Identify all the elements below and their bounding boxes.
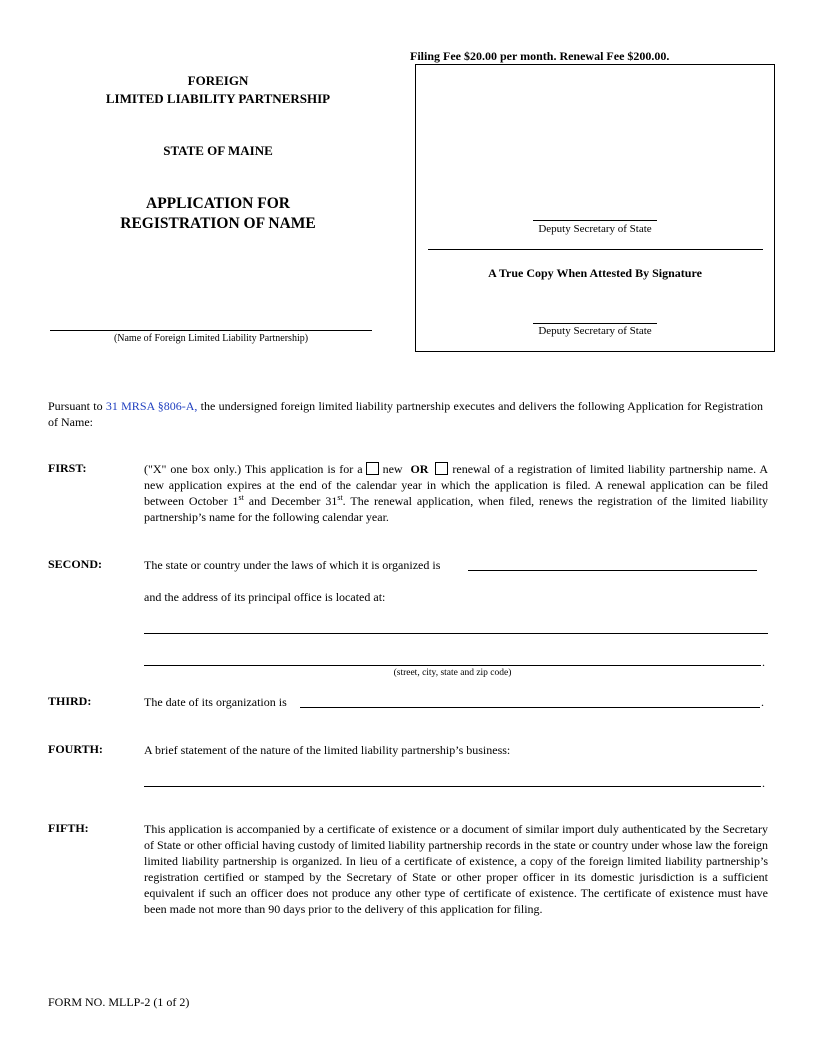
third-label: THIRD:	[48, 694, 92, 708]
form-title-line-1: APPLICATION FOR	[146, 195, 290, 212]
deputy-label-1: Deputy Secretary of State	[538, 223, 652, 235]
form-title-line-2: REGISTRATION OF NAME	[120, 215, 316, 232]
third-text: The date of its organization is	[144, 695, 287, 709]
second-label: SECOND:	[48, 557, 103, 571]
deputy-signature-line-1[interactable]	[533, 220, 657, 221]
header-line-foreign: FOREIGN	[187, 73, 249, 88]
intro-post: the undersigned foreign limited liability partnership executes and delivers the following Application for Registration of Name:	[48, 399, 763, 429]
state-name: STATE OF MAINE	[163, 143, 273, 158]
first-text-b: renewal of a registration of limited liability partnership name. A new application expires at the end of the calendar year in which the application is filed. A renewal application can be filed between October 1	[144, 462, 769, 508]
new-label: new	[382, 462, 403, 476]
sup-st-2: st	[337, 493, 343, 502]
or-label: OR	[410, 462, 429, 476]
date-of-organization-field[interactable]	[300, 707, 760, 708]
intro-pre: Pursuant to	[48, 399, 106, 413]
renewal-checkbox[interactable]	[435, 462, 448, 475]
fourth-text: A brief statement of the nature of the limited liability partnership’s business:	[144, 743, 511, 757]
fourth-label: FOURTH:	[48, 742, 103, 756]
first-text-a: ("X" one box only.) This application is for a	[144, 462, 363, 476]
fifth-paragraph: This application is accompanied by a certificate of existence or a document of similar import duly authenticated by the Secretary of State or other official having custody of limited liability partnership records in the state or country under whose law the foreign limited liability partnership is organized. In lieu of a certificate of existence, a copy of the foreign limited liability partnership’s registration certified or stamped by the Secretary of State or other proper officer in its domestic jurisdiction is a sufficient equivalent if such an officer does not produce any other type of certificate of existence. The certificate of existence must have been made not more than 90 days prior to the delivery of this application for filing.	[144, 822, 768, 916]
second-address-text: and the address of its principal office is located at:	[144, 590, 386, 604]
statute-link[interactable]: 31 MRSA §806-A,	[105, 399, 198, 413]
first-label: FIRST:	[48, 461, 87, 475]
deputy-label-2: Deputy Secretary of State	[538, 325, 652, 337]
address-period: .	[762, 655, 765, 669]
business-period: .	[762, 776, 765, 790]
true-copy-text: A True Copy When Attested By Signature	[488, 266, 702, 280]
intro-paragraph	[48, 398, 763, 430]
second-state-text: The state or country under the laws of which it is organized is	[144, 558, 441, 572]
filing-fee-text: Filing Fee $20.00 per month. Renewal Fee $200.00.	[410, 49, 670, 63]
first-paragraph	[144, 461, 768, 525]
address-line-2-field[interactable]	[144, 665, 761, 666]
sup-st-1: st	[238, 493, 244, 502]
partnership-name-field[interactable]	[50, 330, 372, 331]
deputy-signature-line-2[interactable]	[533, 323, 657, 324]
address-line-1-field[interactable]	[144, 633, 768, 634]
header-line-llp: LIMITED LIABILITY PARTNERSHIP	[105, 91, 331, 106]
date-period: .	[761, 695, 764, 709]
new-checkbox[interactable]	[366, 462, 379, 475]
fifth-label: FIFTH:	[48, 821, 89, 835]
filing-stamp-box	[415, 64, 775, 352]
form-number: FORM NO. MLLP-2 (1 of 2)	[48, 995, 190, 1009]
state-of-organization-field[interactable]	[468, 570, 757, 571]
box-divider	[428, 249, 763, 250]
first-text-c: and December 31	[243, 494, 338, 508]
partnership-name-caption: (Name of Foreign Limited Liability Partnership)	[113, 333, 309, 344]
business-nature-field[interactable]	[144, 786, 761, 787]
first-text-d: . The renewal application, when filed, renews the registration of the limited liability partnership’s name for the following calendar year.	[144, 494, 768, 524]
address-caption: (street, city, state and zip code)	[393, 668, 512, 678]
